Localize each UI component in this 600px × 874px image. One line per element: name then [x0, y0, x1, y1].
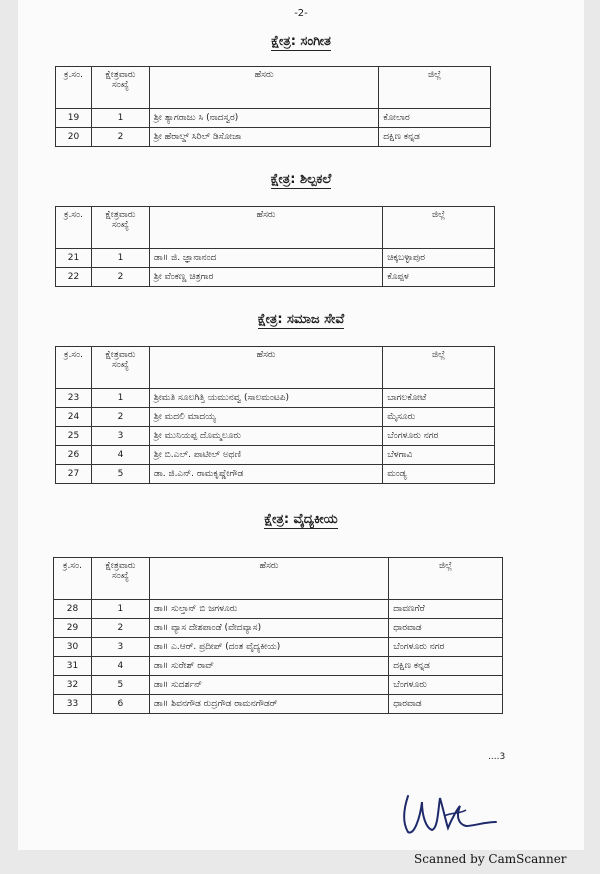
header-name: ಹೆಸರು — [149, 347, 382, 389]
table-row: 29 2 ಡಾ॥ ವ್ಯಾಸ ದೇಶಪಾಂಡೆ (ವೇದವ್ಯಾಸ) ಧಾರವಾಡ — [54, 619, 503, 638]
table-row: 24 2 ಶ್ರೀ ಮದಲಿ ಮಾದಯ್ಯ ಮೈಸೂರು — [56, 408, 495, 427]
table-header — [56, 67, 491, 109]
camscanner-footer: Scanned by CamScanner — [414, 852, 567, 866]
table-row: 19 1 ಶ್ರೀ ತ್ಯಾಗರಾಜು ಸಿ (ನಾದಸ್ವರ) ಕೋಲಾರ — [56, 109, 491, 128]
header-sno: ಕ್ರ.ಸಂ. — [56, 207, 92, 249]
header-sno: ಕ್ರ.ಸಂ. — [56, 67, 92, 109]
signature — [400, 788, 500, 838]
header-name: ಹೆಸರು — [149, 67, 378, 109]
section-title-sculpture: ಕ್ಷೇತ್ರ: ಶಿಲ್ಪಕಲೆ — [270, 172, 332, 187]
table-row: 20 2 ಶ್ರೀ ಹೆರಾಲ್ಡ್ ಸಿರಿಲ್ ಡಿಸೋಜಾ ದಕ್ಷಿಣ ಕನ್ನಡ — [56, 128, 491, 147]
header-kno: ಕ್ಷೇತ್ರವಾರು ಸಂಖ್ಯೆ — [91, 347, 149, 389]
table-music — [55, 66, 491, 147]
table-row: 30 3 ಡಾ॥ ಎ.ಆರ್. ಪ್ರದೀಪ್ (ದಂತ ವೈದ್ಯಕೀಯ) ಬೆಂಗಳೂರು ನಗರ — [54, 638, 503, 657]
table-header — [56, 207, 495, 249]
table-row: 27 5 ಡಾ. ಜಿ.ಎನ್. ರಾಮಕೃಷ್ಣೇಗೌಡ ಮಂಡ್ಯ — [56, 465, 495, 484]
table-header — [54, 558, 503, 600]
section-title-social-service: ಕ್ಷೇತ್ರ: ಸಮಾಜ ಸೇವೆ — [257, 312, 345, 327]
header-name: ಹೆಸರು — [149, 558, 388, 600]
table-row: 26 4 ಶ್ರೀ ಬಿ.ಎಲ್. ಪಾಟೀಲ್ ಅಥಣಿ ಬೆಳಗಾವಿ — [56, 446, 495, 465]
document-page — [18, 0, 584, 850]
table-row: 25 3 ಶ್ರೀ ಮುನಿಯಪ್ಪ ದೊಮ್ಮಲೂರು ಬೆಂಗಳೂರು ನಗರ — [56, 427, 495, 446]
table-row: 33 6 ಡಾ॥ ಶಿವನಗೌಡ ರುದ್ರಗೌಡ ರಾಮನಗೌಡರ್ ಧಾರವಾಡ — [54, 695, 503, 714]
header-kno: ಕ್ಷೇತ್ರವಾರು ಸಂಖ್ಯೆ — [91, 558, 149, 600]
table-social-service — [55, 346, 495, 484]
table-header — [56, 347, 495, 389]
header-name: ಹೆಸರು — [149, 207, 382, 249]
table-sculpture — [55, 206, 495, 287]
table-medical — [53, 557, 503, 714]
table-row: 21 1 ಡಾ॥ ಜಿ. ಜ್ಞಾನಾನಂದ ಚಿಕ್ಕಬಳ್ಳಾಪುರ — [56, 249, 495, 268]
section-title-music: ಕ್ಷೇತ್ರ: ಸಂಗೀತ — [271, 34, 331, 49]
header-kno: ಕ್ಷೇತ್ರವಾರು ಸಂಖ್ಯೆ — [91, 207, 149, 249]
header-kno: ಕ್ಷೇತ್ರವಾರು ಸಂಖ್ಯೆ — [91, 67, 149, 109]
header-sno: ಕ್ರ.ಸಂ. — [56, 347, 92, 389]
table-row: 23 1 ಶ್ರೀಮತಿ ಸೂಲಗಿತ್ತಿ ಯಮುನವ್ವ (ಸಾಲಮಂಟಪಿ) ಬಾಗಲಕೋಟೆ — [56, 389, 495, 408]
table-row: 28 1 ಡಾ॥ ಸುಲ್ತಾನ್ ಬಿ ಜಗಳೂರು ದಾವಣಗೆರೆ — [54, 600, 503, 619]
table-row: 31 4 ಡಾ॥ ಸುರೇಶ್ ರಾವ್ ದಕ್ಷಿಣ ಕನ್ನಡ — [54, 657, 503, 676]
continuation-marker: ....3 — [488, 752, 506, 762]
table-row: 32 5 ಡಾ॥ ಸುದರ್ಶನ್ ಬೆಂಗಳೂರು — [54, 676, 503, 695]
table-row: 22 2 ಶ್ರೀ ವೆಂಕಣ್ಣ ಚಿತ್ರಗಾರ ಕೊಪ್ಪಳ — [56, 268, 495, 287]
header-district: ಜಿಲ್ಲೆ — [379, 67, 491, 109]
header-district: ಜಿಲ್ಲೆ — [383, 347, 495, 389]
section-title-medical: ಕ್ಷೇತ್ರ: ವೈದ್ಯಕೀಯ — [264, 512, 338, 527]
header-sno: ಕ್ರ.ಸಂ. — [54, 558, 92, 600]
page-number: -2- — [294, 8, 308, 19]
header-district: ಜಿಲ್ಲೆ — [383, 207, 495, 249]
header-district: ಜಿಲ್ಲೆ — [389, 558, 503, 600]
